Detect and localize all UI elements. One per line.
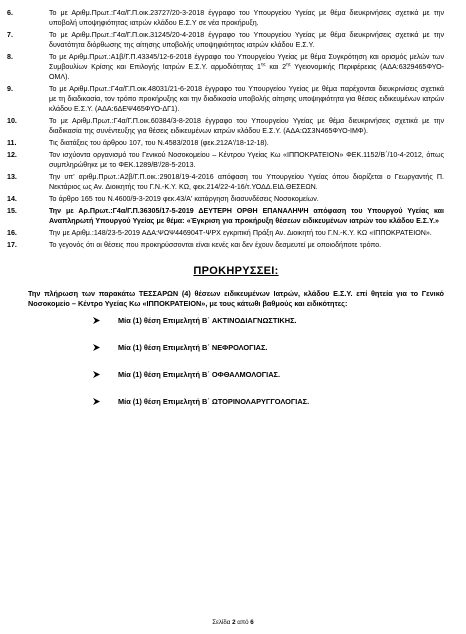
page-number: 2	[232, 619, 236, 626]
clause-number: 12.	[7, 150, 17, 159]
clause-text: και 2	[265, 62, 287, 71]
position-item	[92, 370, 444, 379]
clause-text: Τον ισχύοντα οργανισμό του Γενικού Νοσοκομείου – Κέντρου Υγείας Κω «ΙΠΠΟΚΡΑΤΕΙΟΝ» ΦΕΚ.1152/Β΄/10-4-2012, όπως συμπληρώθηκε με το ΦΕΚ.1289/Β'/28-5-2013.	[49, 150, 444, 169]
clause-text: Το με Αριθμ.Πρωτ.:Γ4α/Γ.Π.οικ.23727/20-3-2018 έγγραφο του Υπουργείου Υγείας με θέμα διευκρινήσεις σχετικά με την υποβολή υποψηφιότητας ιατρών κλάδου Ε.Σ.Υ σε νέα προκήρυξη.	[49, 9, 444, 27]
clause-number: 6.	[7, 9, 13, 17]
position-specialty: ΝΕΦΡΟΛΟΓΙΑΣ.	[211, 343, 268, 352]
clause-number: 9.	[7, 84, 13, 93]
position-prefix: Μία (1) θέση Επιμελητή Β΄	[118, 397, 210, 406]
clause-7	[7, 31, 444, 51]
position-prefix: Μία (1) θέση Επιμελητή Β΄	[118, 316, 210, 325]
position-specialty: ΑΚΤΙΝΟΔΙΑΓΝΩΣΤΙΚΗΣ.	[211, 316, 297, 325]
position-specialty: ΩΤΟΡΙΝΟΛΑΡΥΓΓΟΛΟΓΙΑΣ.	[211, 397, 310, 406]
arrow-bullet-icon	[92, 343, 102, 352]
clause-number: 17.	[7, 241, 17, 250]
clause-text: Το με Αριθμ.Πρωτ.:Γ4α/Γ.Π.οικ.60384/3-8-2018 έγγραφο του Υπουργείου Υγείας με θέμα διευκρινήσεις σχετικά με την διαδικασία της συνέντευξης για θέσεις ειδικευμένων ιατρών κλάδου Ε.Σ.Υ. (ΑΔΑ:ΩΣ3Ν465ΦΥΟ-ΙΜΦ).	[49, 116, 444, 135]
clause-number: 8.	[7, 53, 13, 61]
arrow-bullet-icon	[92, 316, 102, 325]
page-footer	[0, 619, 466, 626]
clause-text: Το με Αριθμ.Πρωτ.:Α1β/Γ.Π.43345/12-6-2018 έγγραφο του Υπουργείου Υγείας με θέμα Συγκρότηση και ορισμός μελών των Συμβουλίων Κρίσης και Επιλογής Ιατρών Ε.Σ.Υ. αρμοδιότητας 1	[49, 53, 444, 71]
clause-10	[7, 116, 444, 137]
section-heading: ΠΡΟΚΗΡΥΣΣΕΙ:	[193, 265, 279, 277]
clause-number: 14.	[7, 194, 17, 203]
position-item	[92, 343, 444, 352]
clause-number: 15.	[7, 207, 17, 215]
arrow-bullet-icon	[92, 370, 102, 379]
arrow-bullet-icon	[92, 397, 102, 406]
position-prefix: Μία (1) θέση Επιμελητή Β΄	[118, 370, 210, 379]
clause-14	[7, 194, 444, 205]
ordinal-superscript: ης	[261, 61, 266, 67]
clause-9	[7, 84, 444, 115]
clause-text: Το με Αριθμ.Πρωτ.:Γ4α/Γ.Π.οικ.31245/20-4-2018 έγγραφο του Υπουργείου Υγείας με θέμα διευκρινήσεις σχετικά με την δυνατότητα διόρθωσης της αίτησης υποβολής υποψηφιότητας ιατρών κλάδου Ε.Σ.Υ.	[49, 31, 444, 49]
clause-number: 11.	[7, 138, 17, 147]
clause-15	[7, 207, 444, 227]
announcement-lead: Την πλήρωση των παρακάτω ΤΕΣΣΑΡΩΝ (4) θέσεων ειδικευμένων Ιατρών, κλάδου Ε.Σ.Υ. επί θητεία για το Γενικό Νοσοκομείο – Κέντρο Υγείας Κω «ΙΠΠΟΚΡΑΤΕΙΟΝ», με τους κάτωθι βαθμούς και ειδικότητες:	[28, 289, 444, 308]
clause-number: 16.	[7, 229, 17, 237]
position-specialty: ΟΦΘΑΛΜΟΛΟΓΙΑΣ.	[211, 370, 281, 379]
clause-16	[7, 229, 444, 239]
clause-text: Την υπ' αριθμ.Πρωτ.:Α2β/Γ.Π.οικ.:29018/19-4-2016 απόφαση του Υπουργείου Υγείας όπου διορίζεται ο Γεωργαντής Π. Νεκτάριος ως Αν. Διοικητής του Γ.Ν.-Κ.Υ. ΚΩ, φεκ.214/22-4-16/τ.ΥΟΔΔ.ΕΙΔ.ΘΕΣΕΩΝ.	[49, 172, 444, 191]
position-prefix: Μία (1) θέση Επιμελητή Β΄	[118, 343, 210, 352]
clause-number: 7.	[7, 31, 13, 39]
clause-12	[7, 150, 444, 171]
clause-text: Το άρθρο 165 του Ν.4600/9-3-2019 φεκ.43/Α' κατάργηση διασυνδέσεις Νοσοκομείων.	[49, 194, 319, 203]
position-item	[92, 397, 444, 406]
clause-13	[7, 172, 444, 193]
clause-text: Την με Αριθμ.:148/23-5-2019 ΑΔΑ:ΨΩΨ446904Τ-ΨΡΧ εγκριτική Πράξη Αν. Διοικητή του Γ.Ν.-Κ.Υ. ΚΩ «ΙΠΠΟΚΡΑΤΕΙΟΝ».	[49, 229, 432, 237]
clause-text: Το γεγονός ότι οι θέσεις που προκηρύσσονται είναι κενές και δεν έχουν δεσμευτεί με οποιοδήποτε τρόπο.	[49, 241, 382, 250]
footer-label: Σελίδα	[212, 619, 233, 626]
ordinal-superscript: ης	[286, 61, 291, 67]
clause-text: Την με Αρ.Πρωτ.:Γ4α/Γ.Π.36305/17-5-2019 ΔΕΥΤΕΡΗ ΟΡΘΗ ΕΠΑΝΑΛΗΨΗ απόφαση του Υπουργού Υγείας και Αναπληρωτή Υπουργού Υγείας με θέμα: «Έγκριση για προκήρυξη θέσεων ειδικευμένων ιατρών του κλάδου Ε.Σ.Υ.»	[49, 207, 444, 225]
clause-text: Το με Αριθμ.Πρωτ.:Γ4α/Γ.Π.οικ.48031/21-6-2018 έγγραφο του Υπουργείου Υγείας με θέμα παρέχονται διευκρινίσεις σχετικά με τη διαδικασία, τον τρόπο προκήρυξης και την διαδικασία υποβολής αίτησης υποψηφιότητα για θέσεις ειδικευμένων ιατρών κλάδου Ε.Σ.Υ. (ΑΔΑ:6ΔΕΨ465ΦΥΟ-ΔΓ1).	[49, 84, 444, 113]
footer-label: από	[235, 619, 251, 626]
clause-number: 10.	[7, 116, 17, 125]
clause-text: Υγειονομικής Περιφέρειας (ΑΔΑ:6329465ΦΥΟ-ΟΜΛ).	[49, 62, 444, 81]
clause-8	[7, 53, 444, 83]
page-total: 6	[250, 619, 254, 626]
clause-number: 13.	[7, 172, 17, 181]
position-item	[92, 316, 444, 325]
clause-11	[7, 138, 444, 149]
clause-6	[7, 9, 444, 29]
clause-text: Τις διατάξεις του άρθρου 107, του Ν.4583/2018 (φεκ.212Α'/18-12-18).	[49, 138, 269, 147]
clause-17	[7, 241, 444, 251]
